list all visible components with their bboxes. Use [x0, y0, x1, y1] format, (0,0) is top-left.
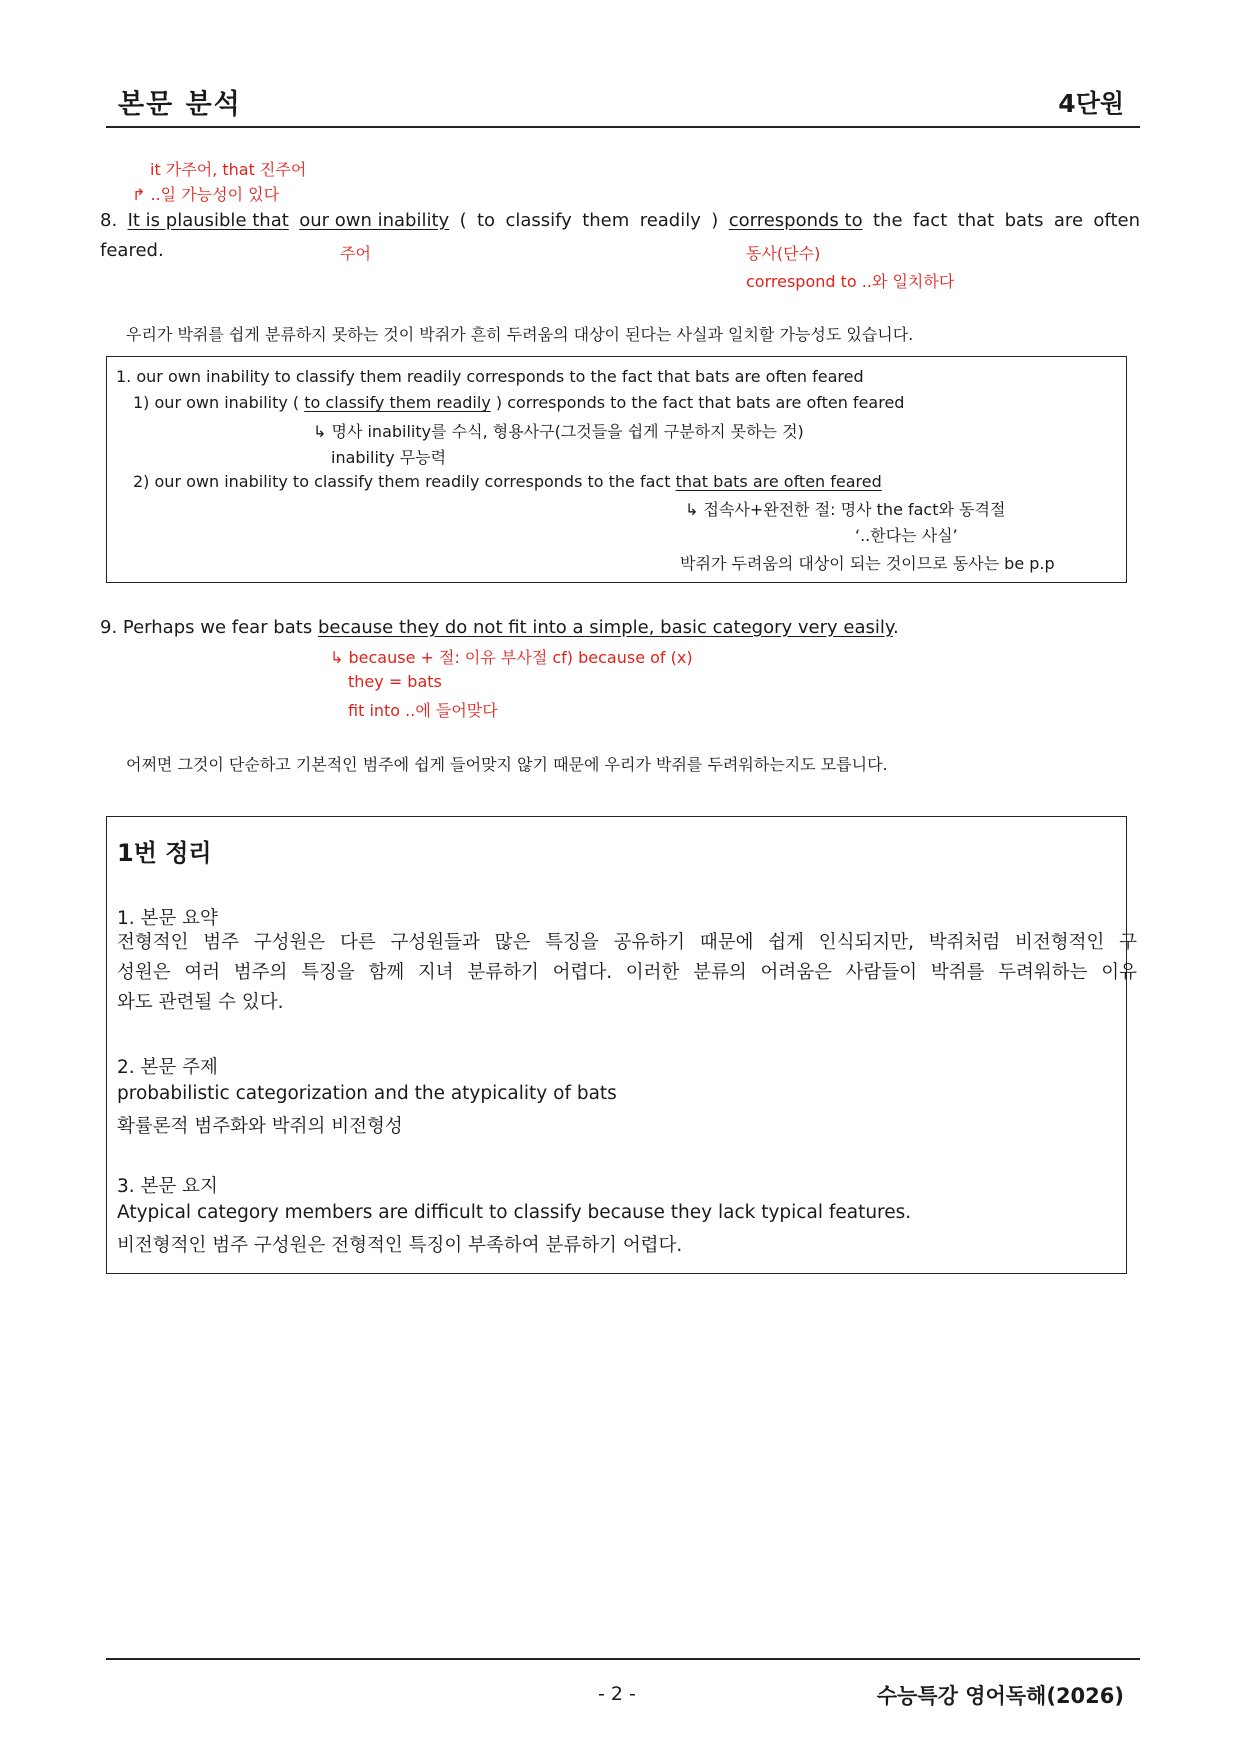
phrase-it-is-plausible: It is plausible that [127, 210, 289, 231]
topic-korean: 확률론적 범주화와 박쥐의 비전형성 [117, 1116, 403, 1137]
summary-heading-3: 3. 본문 요지 [117, 1176, 218, 1197]
word: that [957, 210, 995, 231]
word: ) [711, 210, 719, 231]
summary-paragraph-line-3: 와도 관련될 수 있다. [117, 992, 284, 1013]
annotation-they: they = bats [348, 672, 442, 691]
main-idea-english: Atypical category members are difficult to classify because they lack typical features. [117, 1202, 912, 1223]
analysis-box [106, 356, 1127, 583]
word: bats [1004, 210, 1044, 231]
annotation-fit-into: fit into ..에 들어맞다 [348, 701, 498, 720]
annotation-correspond: correspond to ..와 일치하다 [746, 272, 955, 291]
sentence-9-translation: 어쩌면 그것이 단순하고 기본적인 범주에 쉽게 들어맞지 않기 때문에 우리가 박쥐를 두려워하는지도 모릅니다. [126, 755, 888, 774]
sentence-8-translation: 우리가 박쥐를 쉽게 분류하지 못하는 것이 박쥐가 흔히 두려움의 대상이 된다는 사실과 일치할 가능성도 있습니다. [126, 325, 914, 344]
analysis-line-3: ↳ 명사 inability를 수식, 형용사구(그것들을 쉽게 구분하지 못하는 것) [313, 422, 804, 441]
page-header-title: 본문 분석 [118, 89, 242, 120]
word: often [1093, 210, 1140, 231]
phrase-verb: corresponds to [728, 210, 863, 231]
annotation-because: ↳ because + 절: 이유 부사절 cf) because of (x) [330, 648, 693, 667]
annotation-subject: 주어 [340, 244, 371, 263]
word: readily [639, 210, 701, 231]
sentence-9: 9. Perhaps we fear bats because they do not fit into a simple, basic category very easily. [100, 617, 899, 638]
main-idea-korean: 비전형적인 범주 구성원은 전형적인 특징이 부족하여 분류하기 어렵다. [117, 1235, 683, 1256]
summary-heading-2: 2. 본문 주제 [117, 1057, 218, 1078]
analysis-line-6: ↳ 접속사+완전한 절: 명사 the fact와 동격절 [685, 500, 1006, 519]
word: are [1053, 210, 1084, 231]
word: to [477, 210, 496, 231]
analysis-line-8: 박쥐가 두려움의 대상이 되는 것이므로 동사는 be p.p [680, 554, 1055, 573]
analysis-line-4: inability 무능력 [331, 448, 447, 467]
word: them [582, 210, 630, 231]
sentence-8-line1 [100, 210, 1140, 231]
analysis-line-5: 2) our own inability to classify them readily corresponds to the fact that bats are often feared [133, 472, 882, 491]
analysis-line-7: ‘..한다는 사실’ [855, 526, 958, 545]
word: ( [459, 210, 467, 231]
word: classify [505, 210, 572, 231]
book-title: 수능특강 영어독해(2026) [876, 1684, 1124, 1708]
analysis-line-1: 1. our own inability to classify them readily corresponds to the fact that bats are often feared [116, 367, 864, 386]
word: fact [912, 210, 948, 231]
unit-label: 4단원 [1058, 89, 1124, 118]
summary-heading-1: 1. 본문 요약 [117, 908, 218, 929]
topic-english: probabilistic categorization and the atypicality of bats [117, 1083, 617, 1104]
footer-rule [106, 1658, 1140, 1660]
summary-paragraph-line-1: 전형적인 범주 구성원은 다른 구성원들과 많은 특징을 공유하기 때문에 쉽게 인식되지만, 박쥐처럼 비전형적인 구 [117, 932, 1137, 953]
phrase-subject: our own inability [299, 210, 450, 231]
summary-paragraph-line-2: 성원은 여러 범주의 특징을 함께 지녀 분류하기 어렵다. 이러한 분류의 어려움은 사람들이 박쥐를 두려워하는 이유 [117, 962, 1137, 983]
summary-title: 1번 정리 [117, 839, 212, 867]
annotation-plausible: ↱ ..일 가능성이 있다 [132, 185, 280, 204]
word: the [873, 210, 903, 231]
annotation-verb: 동사(단수) [746, 244, 821, 263]
sentence-8-line2: feared. [100, 240, 164, 261]
header-rule [106, 126, 1140, 128]
sentence-number: 8. [100, 210, 118, 231]
page-number: - 2 - [598, 1683, 636, 1705]
annotation-it-that: it 가주어, that 진주어 [150, 160, 307, 179]
analysis-line-2: 1) our own inability ( to classify them readily ) corresponds to the fact that bats are often feared [133, 393, 905, 412]
